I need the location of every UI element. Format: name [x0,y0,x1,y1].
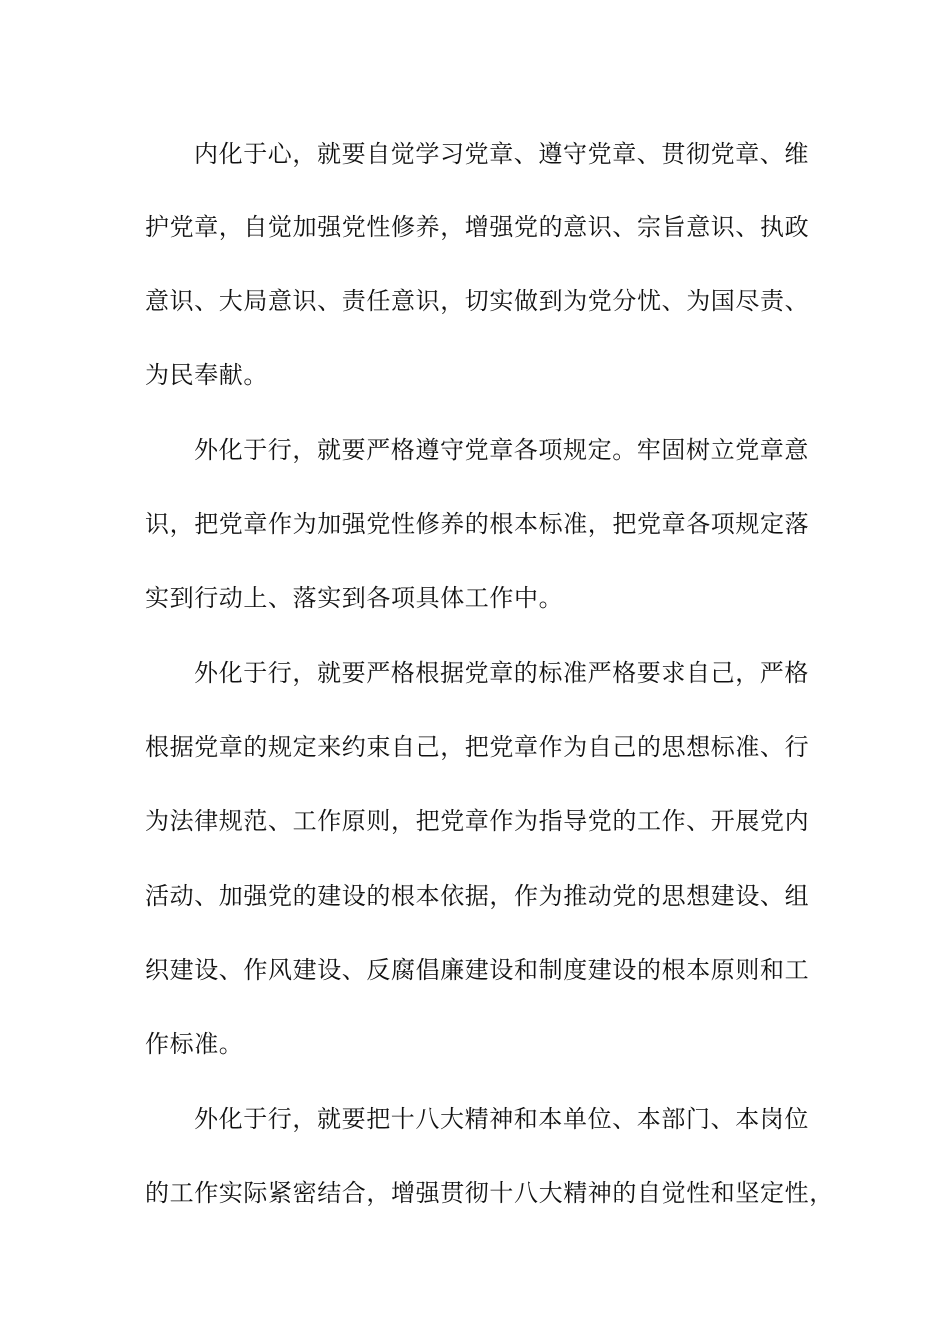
paragraph-1-line-2: 护党章，自觉加强党性修养，增强党的意识、宗旨意识、执政 [145,213,810,241]
paragraph-3-line-5: 织建设、作风建设、反腐倡廉建设和制度建设的根本原则和工 [145,956,810,984]
paragraph-2-line-1: 外化于行，就要严格遵守党章各项规定。牢固树立党章意 [194,436,809,464]
paragraph-4-line-2: 的工作实际紧密结合，增强贯彻十八大精神的自觉性和坚定性， [145,1179,834,1207]
paragraph-4-line-1: 外化于行，就要把十八大精神和本单位、本部门、本岗位 [194,1105,809,1133]
paragraph-2-line-2: 识，把党章作为加强党性修养的根本标准，把党章各项规定落 [145,510,810,538]
paragraph-1-line-1: 内化于心，就要自觉学习党章、遵守党章、贯彻党章、维 [194,140,809,168]
paragraph-3-line-1: 外化于行，就要严格根据党章的标准严格要求自己，严格 [194,659,809,687]
paragraph-3-line-6: 作标准。 [145,1030,244,1058]
paragraph-1-line-3: 意识、大局意识、责任意识，切实做到为党分忧、为国尽责、 [145,287,810,315]
paragraph-3-line-4: 活动、加强党的建设的根本依据，作为推动党的思想建设、组 [145,882,810,910]
paragraph-3-line-2: 根据党章的规定来约束自己，把党章作为自己的思想标准、行 [145,733,810,761]
paragraph-3-line-3: 为法律规范、工作原则，把党章作为指导党的工作、开展党内 [145,807,810,835]
paragraph-2-line-3: 实到行动上、落实到各项具体工作中。 [145,584,564,612]
paragraph-1-line-4: 为民奉献。 [145,361,268,389]
